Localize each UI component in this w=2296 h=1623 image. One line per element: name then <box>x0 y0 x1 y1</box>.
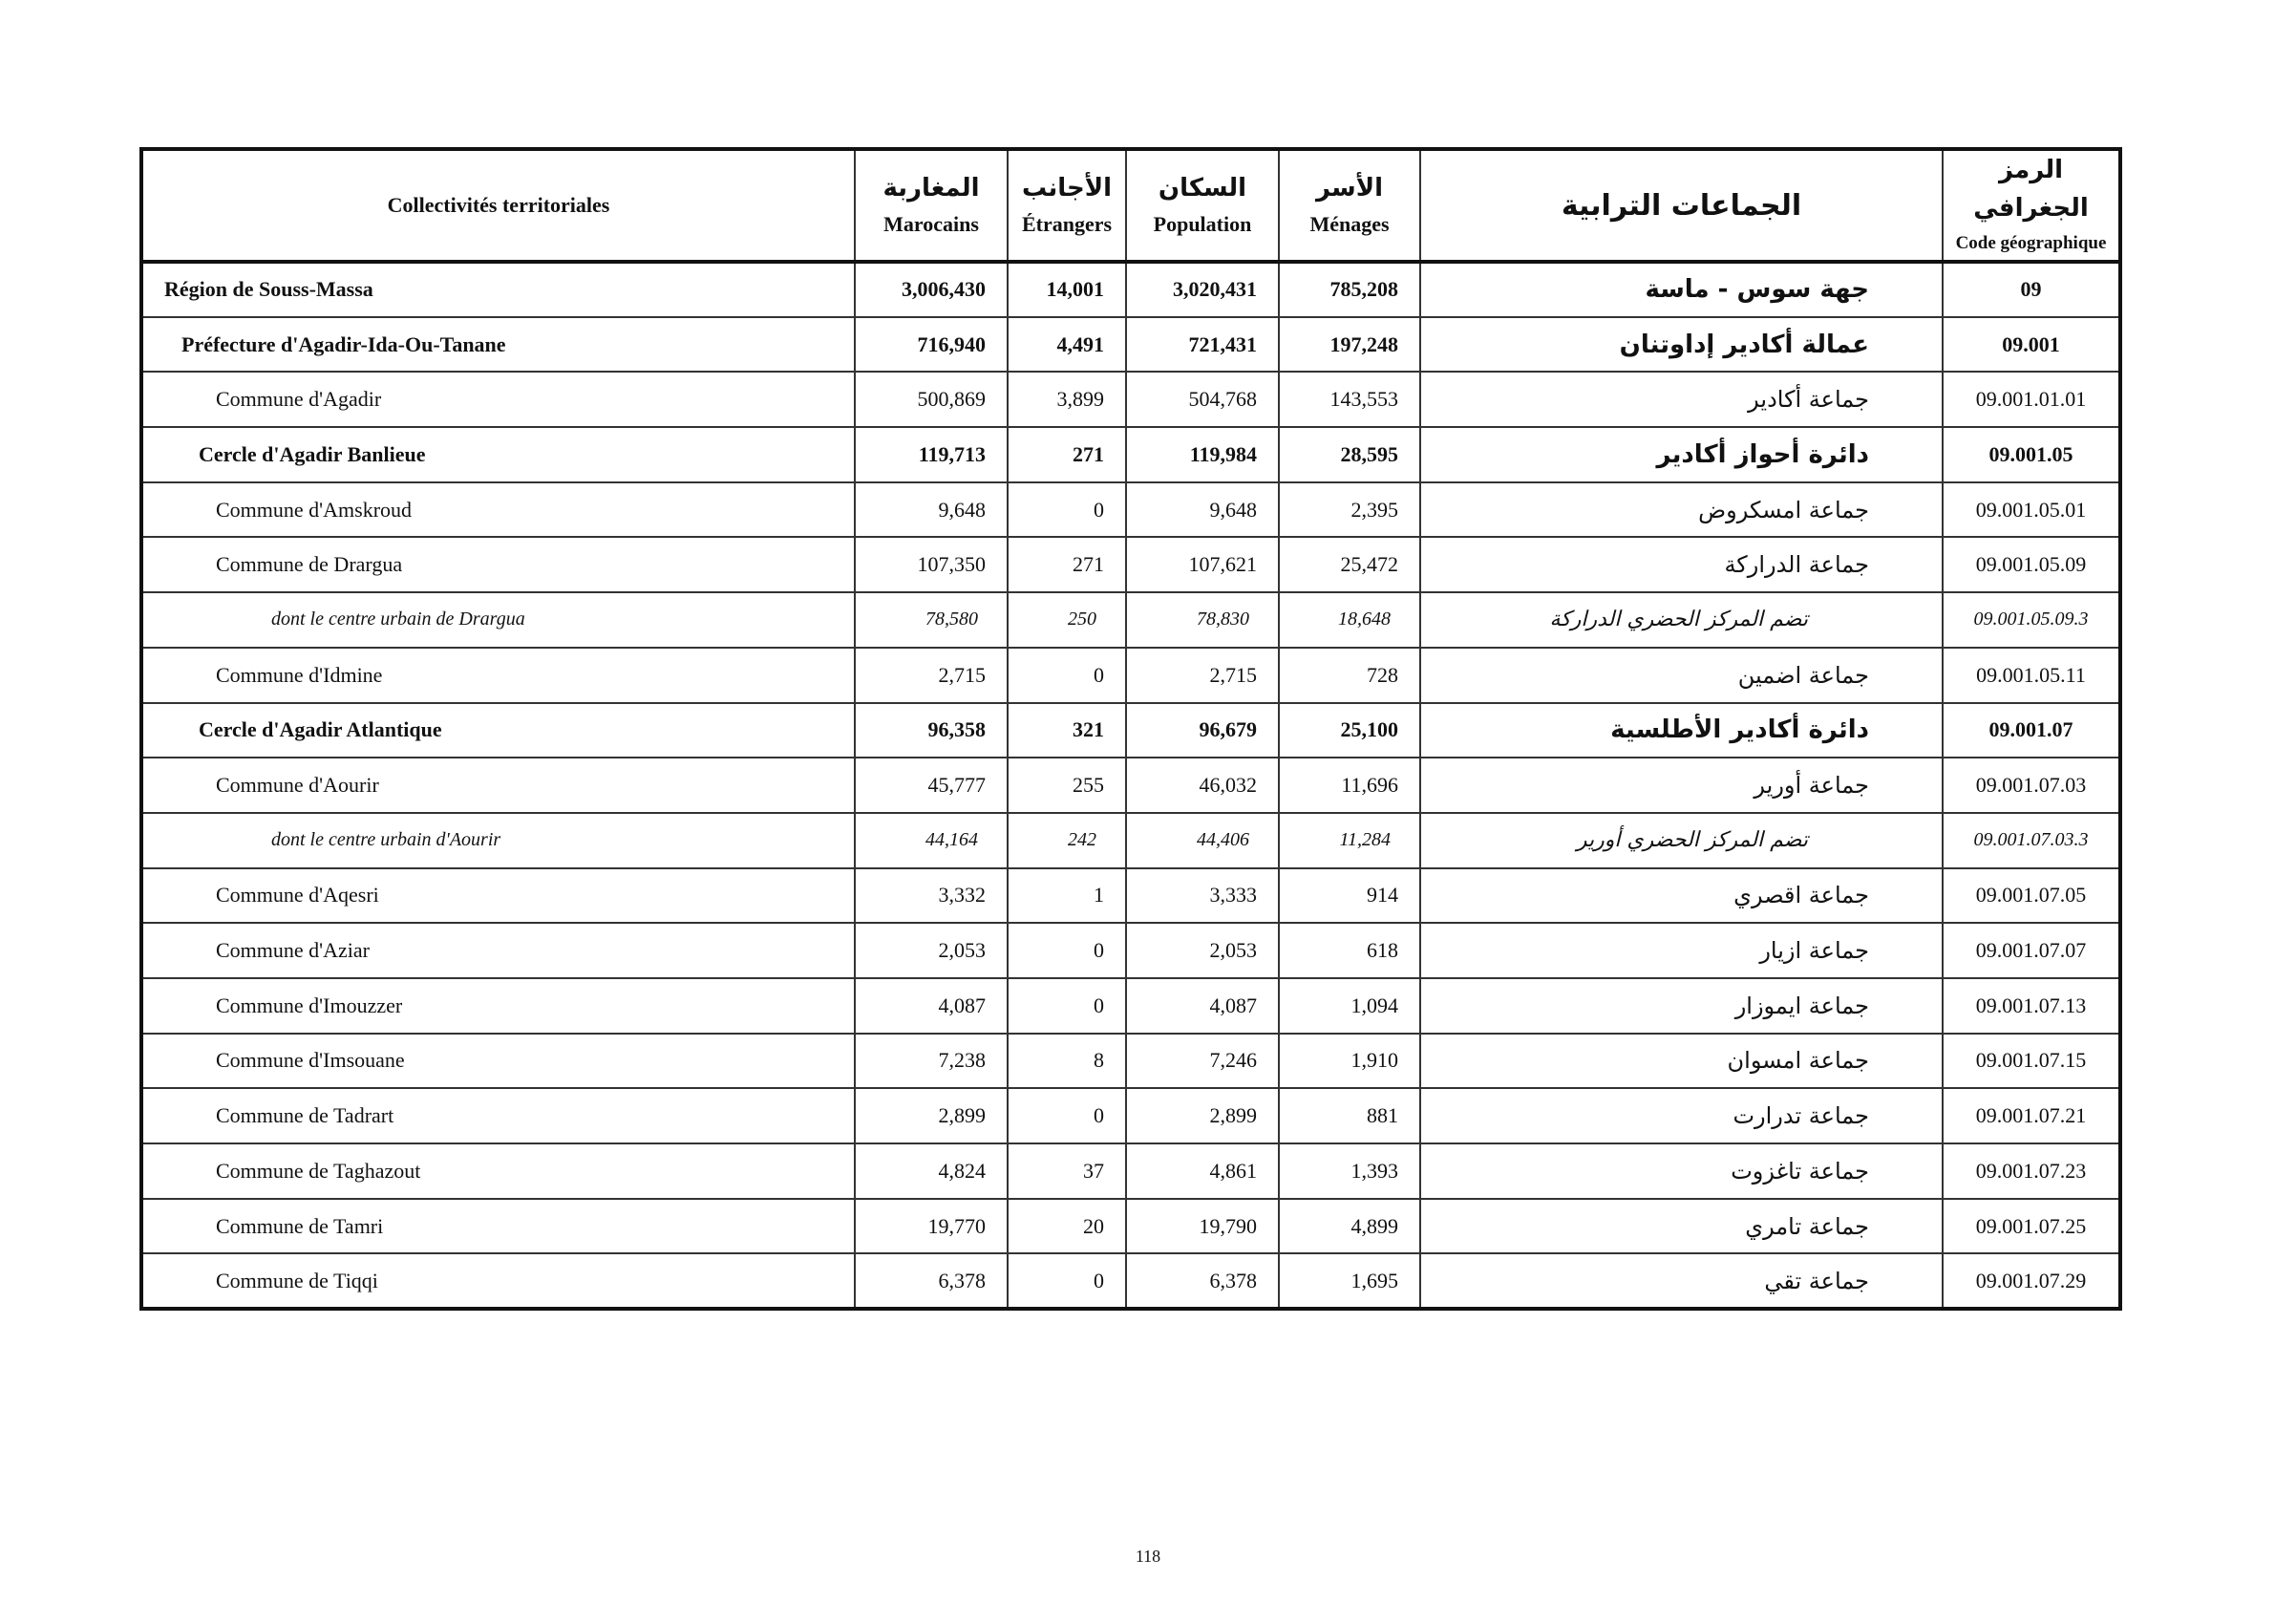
table-row <box>141 703 2120 758</box>
row-name-ar: جماعة امسوان <box>1420 1034 1943 1089</box>
cell-population: 4,861 <box>1126 1143 1279 1199</box>
cell-marocains: 716,940 <box>855 317 1008 373</box>
cell-etrangers: 321 <box>1008 703 1126 758</box>
row-name-fr: Cercle d'Agadir Atlantique <box>141 703 855 758</box>
cell-menages: 143,553 <box>1279 372 1420 427</box>
cell-etrangers: 37 <box>1008 1143 1126 1199</box>
cell-etrangers: 242 <box>1008 813 1126 868</box>
row-name-ar: تضم المركز الحضري أورير <box>1420 813 1943 868</box>
row-name-fr: Région de Souss-Massa <box>141 262 855 317</box>
table-header-row <box>141 149 2120 262</box>
row-name-ar: جماعة ازيار <box>1420 923 1943 978</box>
cell-code: 09.001.07.15 <box>1943 1034 2120 1089</box>
cell-marocains: 107,350 <box>855 537 1008 592</box>
table-row <box>141 978 2120 1034</box>
cell-marocains: 119,713 <box>855 427 1008 482</box>
header-collectivites: Collectivités territoriales <box>141 149 855 262</box>
row-name-ar: جماعة أورير <box>1420 758 1943 813</box>
row-name-ar: جماعة أكادير <box>1420 372 1943 427</box>
cell-marocains: 44,164 <box>855 813 1008 868</box>
cell-code: 09.001.05.01 <box>1943 482 2120 538</box>
header-menages <box>1279 149 1420 262</box>
cell-marocains: 4,087 <box>855 978 1008 1034</box>
row-name-ar: جماعة اضمين <box>1420 648 1943 703</box>
cell-etrangers: 0 <box>1008 978 1126 1034</box>
header-marocains <box>855 149 1008 262</box>
cell-marocains: 3,006,430 <box>855 262 1008 317</box>
row-name-ar: جماعة تقي <box>1420 1253 1943 1309</box>
statistics-table-container <box>139 147 2118 1311</box>
header-code-ar: الرمز الجغرافي <box>1973 156 2089 223</box>
table-row <box>141 262 2120 317</box>
header-etrangers-ar: الأجانب <box>1021 174 1113 203</box>
row-name-fr: Cercle d'Agadir Banlieue <box>141 427 855 482</box>
cell-etrangers: 0 <box>1008 482 1126 538</box>
cell-marocains: 78,580 <box>855 592 1008 648</box>
cell-menages: 618 <box>1279 923 1420 978</box>
header-population <box>1126 149 1279 262</box>
cell-code: 09.001.07.21 <box>1943 1088 2120 1143</box>
row-name-fr: Commune de Tadrart <box>141 1088 855 1143</box>
cell-menages: 1,393 <box>1279 1143 1420 1199</box>
header-marocains-fr: Marocains <box>883 212 979 236</box>
cell-population: 119,984 <box>1126 427 1279 482</box>
cell-population: 3,020,431 <box>1126 262 1279 317</box>
row-name-fr: Commune de Tamri <box>141 1199 855 1254</box>
row-name-ar: جماعة تامري <box>1420 1199 1943 1254</box>
cell-code: 09.001.07.23 <box>1943 1143 2120 1199</box>
cell-code: 09.001.07.05 <box>1943 868 2120 924</box>
cell-menages: 1,910 <box>1279 1034 1420 1089</box>
cell-etrangers: 20 <box>1008 1199 1126 1254</box>
cell-marocains: 3,332 <box>855 868 1008 924</box>
cell-population: 2,715 <box>1126 648 1279 703</box>
cell-etrangers: 271 <box>1008 427 1126 482</box>
cell-etrangers: 0 <box>1008 1088 1126 1143</box>
cell-marocains: 96,358 <box>855 703 1008 758</box>
cell-marocains: 7,238 <box>855 1034 1008 1089</box>
row-name-ar: جماعة تدرارت <box>1420 1088 1943 1143</box>
table-body <box>141 262 2120 1309</box>
row-name-ar: جماعة ايموزار <box>1420 978 1943 1034</box>
cell-marocains: 6,378 <box>855 1253 1008 1309</box>
table-row <box>141 427 2120 482</box>
cell-population: 19,790 <box>1126 1199 1279 1254</box>
cell-population: 3,333 <box>1126 868 1279 924</box>
row-name-ar: تضم المركز الحضري الدراركة <box>1420 592 1943 648</box>
table-row <box>141 537 2120 592</box>
cell-code: 09.001.05.11 <box>1943 648 2120 703</box>
row-name-fr: Commune d'Aourir <box>141 758 855 813</box>
cell-menages: 25,472 <box>1279 537 1420 592</box>
cell-menages: 4,899 <box>1279 1199 1420 1254</box>
cell-marocains: 4,824 <box>855 1143 1008 1199</box>
header-population-fr: Population <box>1153 212 1252 236</box>
table-row <box>141 1199 2120 1254</box>
cell-code: 09.001.07.03.3 <box>1943 813 2120 868</box>
cell-menages: 28,595 <box>1279 427 1420 482</box>
cell-marocains: 45,777 <box>855 758 1008 813</box>
cell-population: 7,246 <box>1126 1034 1279 1089</box>
cell-menages: 197,248 <box>1279 317 1420 373</box>
cell-menages: 11,696 <box>1279 758 1420 813</box>
header-population-ar: السكان <box>1158 174 1247 203</box>
row-name-fr: Commune d'Imouzzer <box>141 978 855 1034</box>
cell-code: 09.001.01.01 <box>1943 372 2120 427</box>
row-name-ar: جماعة الدراركة <box>1420 537 1943 592</box>
table-row <box>141 482 2120 538</box>
cell-marocains: 9,648 <box>855 482 1008 538</box>
cell-population: 107,621 <box>1126 537 1279 592</box>
row-name-fr: Préfecture d'Agadir-Ida-Ou-Tanane <box>141 317 855 373</box>
cell-menages: 1,695 <box>1279 1253 1420 1309</box>
header-menages-ar: الأسر <box>1315 174 1383 203</box>
header-marocains-ar: المغاربة <box>882 174 980 203</box>
cell-population: 2,899 <box>1126 1088 1279 1143</box>
cell-marocains: 19,770 <box>855 1199 1008 1254</box>
row-name-fr: dont le centre urbain d'Aourir <box>141 813 855 868</box>
cell-menages: 785,208 <box>1279 262 1420 317</box>
cell-code: 09.001.07.25 <box>1943 1199 2120 1254</box>
row-name-fr: dont le centre urbain de Drargua <box>141 592 855 648</box>
table-row <box>141 1143 2120 1199</box>
row-name-fr: Commune d'Idmine <box>141 648 855 703</box>
header-menages-fr: Ménages <box>1309 212 1390 236</box>
row-name-ar: دائرة أحواز أكادير <box>1420 427 1943 482</box>
row-name-ar: جماعة تاغزوت <box>1420 1143 1943 1199</box>
cell-marocains: 2,715 <box>855 648 1008 703</box>
row-name-fr: Commune de Taghazout <box>141 1143 855 1199</box>
cell-etrangers: 271 <box>1008 537 1126 592</box>
cell-code: 09.001.07.13 <box>1943 978 2120 1034</box>
row-name-ar: جماعة امسكروض <box>1420 482 1943 538</box>
cell-population: 46,032 <box>1126 758 1279 813</box>
cell-etrangers: 3,899 <box>1008 372 1126 427</box>
cell-population: 6,378 <box>1126 1253 1279 1309</box>
cell-code: 09 <box>1943 262 2120 317</box>
cell-etrangers: 0 <box>1008 1253 1126 1309</box>
row-name-fr: Commune d'Aziar <box>141 923 855 978</box>
cell-menages: 18,648 <box>1279 592 1420 648</box>
row-name-fr: Commune d'Amskroud <box>141 482 855 538</box>
cell-marocains: 500,869 <box>855 372 1008 427</box>
header-jamaat-ar: الجماعات الترابية <box>1420 149 1943 262</box>
table-row <box>141 372 2120 427</box>
cell-etrangers: 0 <box>1008 923 1126 978</box>
table-row <box>141 758 2120 813</box>
cell-code: 09.001 <box>1943 317 2120 373</box>
header-etrangers <box>1008 149 1126 262</box>
table-row <box>141 1034 2120 1089</box>
cell-marocains: 2,899 <box>855 1088 1008 1143</box>
cell-etrangers: 0 <box>1008 648 1126 703</box>
page-number: 118 <box>1135 1547 1161 1566</box>
table-row <box>141 317 2120 373</box>
table-row <box>141 592 2120 648</box>
cell-population: 44,406 <box>1126 813 1279 868</box>
table-row <box>141 868 2120 924</box>
cell-menages: 2,395 <box>1279 482 1420 538</box>
cell-menages: 728 <box>1279 648 1420 703</box>
cell-code: 09.001.07.07 <box>1943 923 2120 978</box>
cell-etrangers: 250 <box>1008 592 1126 648</box>
row-name-ar: جماعة اقصري <box>1420 868 1943 924</box>
cell-menages: 11,284 <box>1279 813 1420 868</box>
cell-population: 504,768 <box>1126 372 1279 427</box>
cell-marocains: 2,053 <box>855 923 1008 978</box>
cell-population: 4,087 <box>1126 978 1279 1034</box>
cell-menages: 25,100 <box>1279 703 1420 758</box>
cell-population: 721,431 <box>1126 317 1279 373</box>
row-name-fr: Commune de Tiqqi <box>141 1253 855 1309</box>
table-row <box>141 923 2120 978</box>
cell-menages: 881 <box>1279 1088 1420 1143</box>
table-row <box>141 813 2120 868</box>
cell-code: 09.001.07.29 <box>1943 1253 2120 1309</box>
cell-code: 09.001.07 <box>1943 703 2120 758</box>
cell-etrangers: 14,001 <box>1008 262 1126 317</box>
table-row <box>141 648 2120 703</box>
row-name-ar: عمالة أكادير إداوتنان <box>1420 317 1943 373</box>
row-name-ar: دائرة أكادير الأطلسية <box>1420 703 1943 758</box>
row-name-fr: Commune de Drargua <box>141 537 855 592</box>
row-name-ar: جهة سوس - ماسة <box>1420 262 1943 317</box>
cell-code: 09.001.05.09.3 <box>1943 592 2120 648</box>
population-table <box>139 147 2122 1311</box>
row-name-fr: Commune d'Aqesri <box>141 868 855 924</box>
table-row <box>141 1253 2120 1309</box>
cell-etrangers: 4,491 <box>1008 317 1126 373</box>
cell-population: 9,648 <box>1126 482 1279 538</box>
header-code <box>1943 149 2120 262</box>
cell-code: 09.001.05 <box>1943 427 2120 482</box>
cell-etrangers: 255 <box>1008 758 1126 813</box>
cell-population: 2,053 <box>1126 923 1279 978</box>
cell-menages: 1,094 <box>1279 978 1420 1034</box>
table-row <box>141 1088 2120 1143</box>
cell-population: 78,830 <box>1126 592 1279 648</box>
cell-population: 96,679 <box>1126 703 1279 758</box>
cell-etrangers: 1 <box>1008 868 1126 924</box>
header-code-fr: Code géographique <box>1955 233 2107 253</box>
row-name-fr: Commune d'Agadir <box>141 372 855 427</box>
cell-etrangers: 8 <box>1008 1034 1126 1089</box>
cell-code: 09.001.07.03 <box>1943 758 2120 813</box>
cell-code: 09.001.05.09 <box>1943 537 2120 592</box>
row-name-fr: Commune d'Imsouane <box>141 1034 855 1089</box>
header-etrangers-fr: Étrangers <box>1021 212 1113 236</box>
cell-menages: 914 <box>1279 868 1420 924</box>
